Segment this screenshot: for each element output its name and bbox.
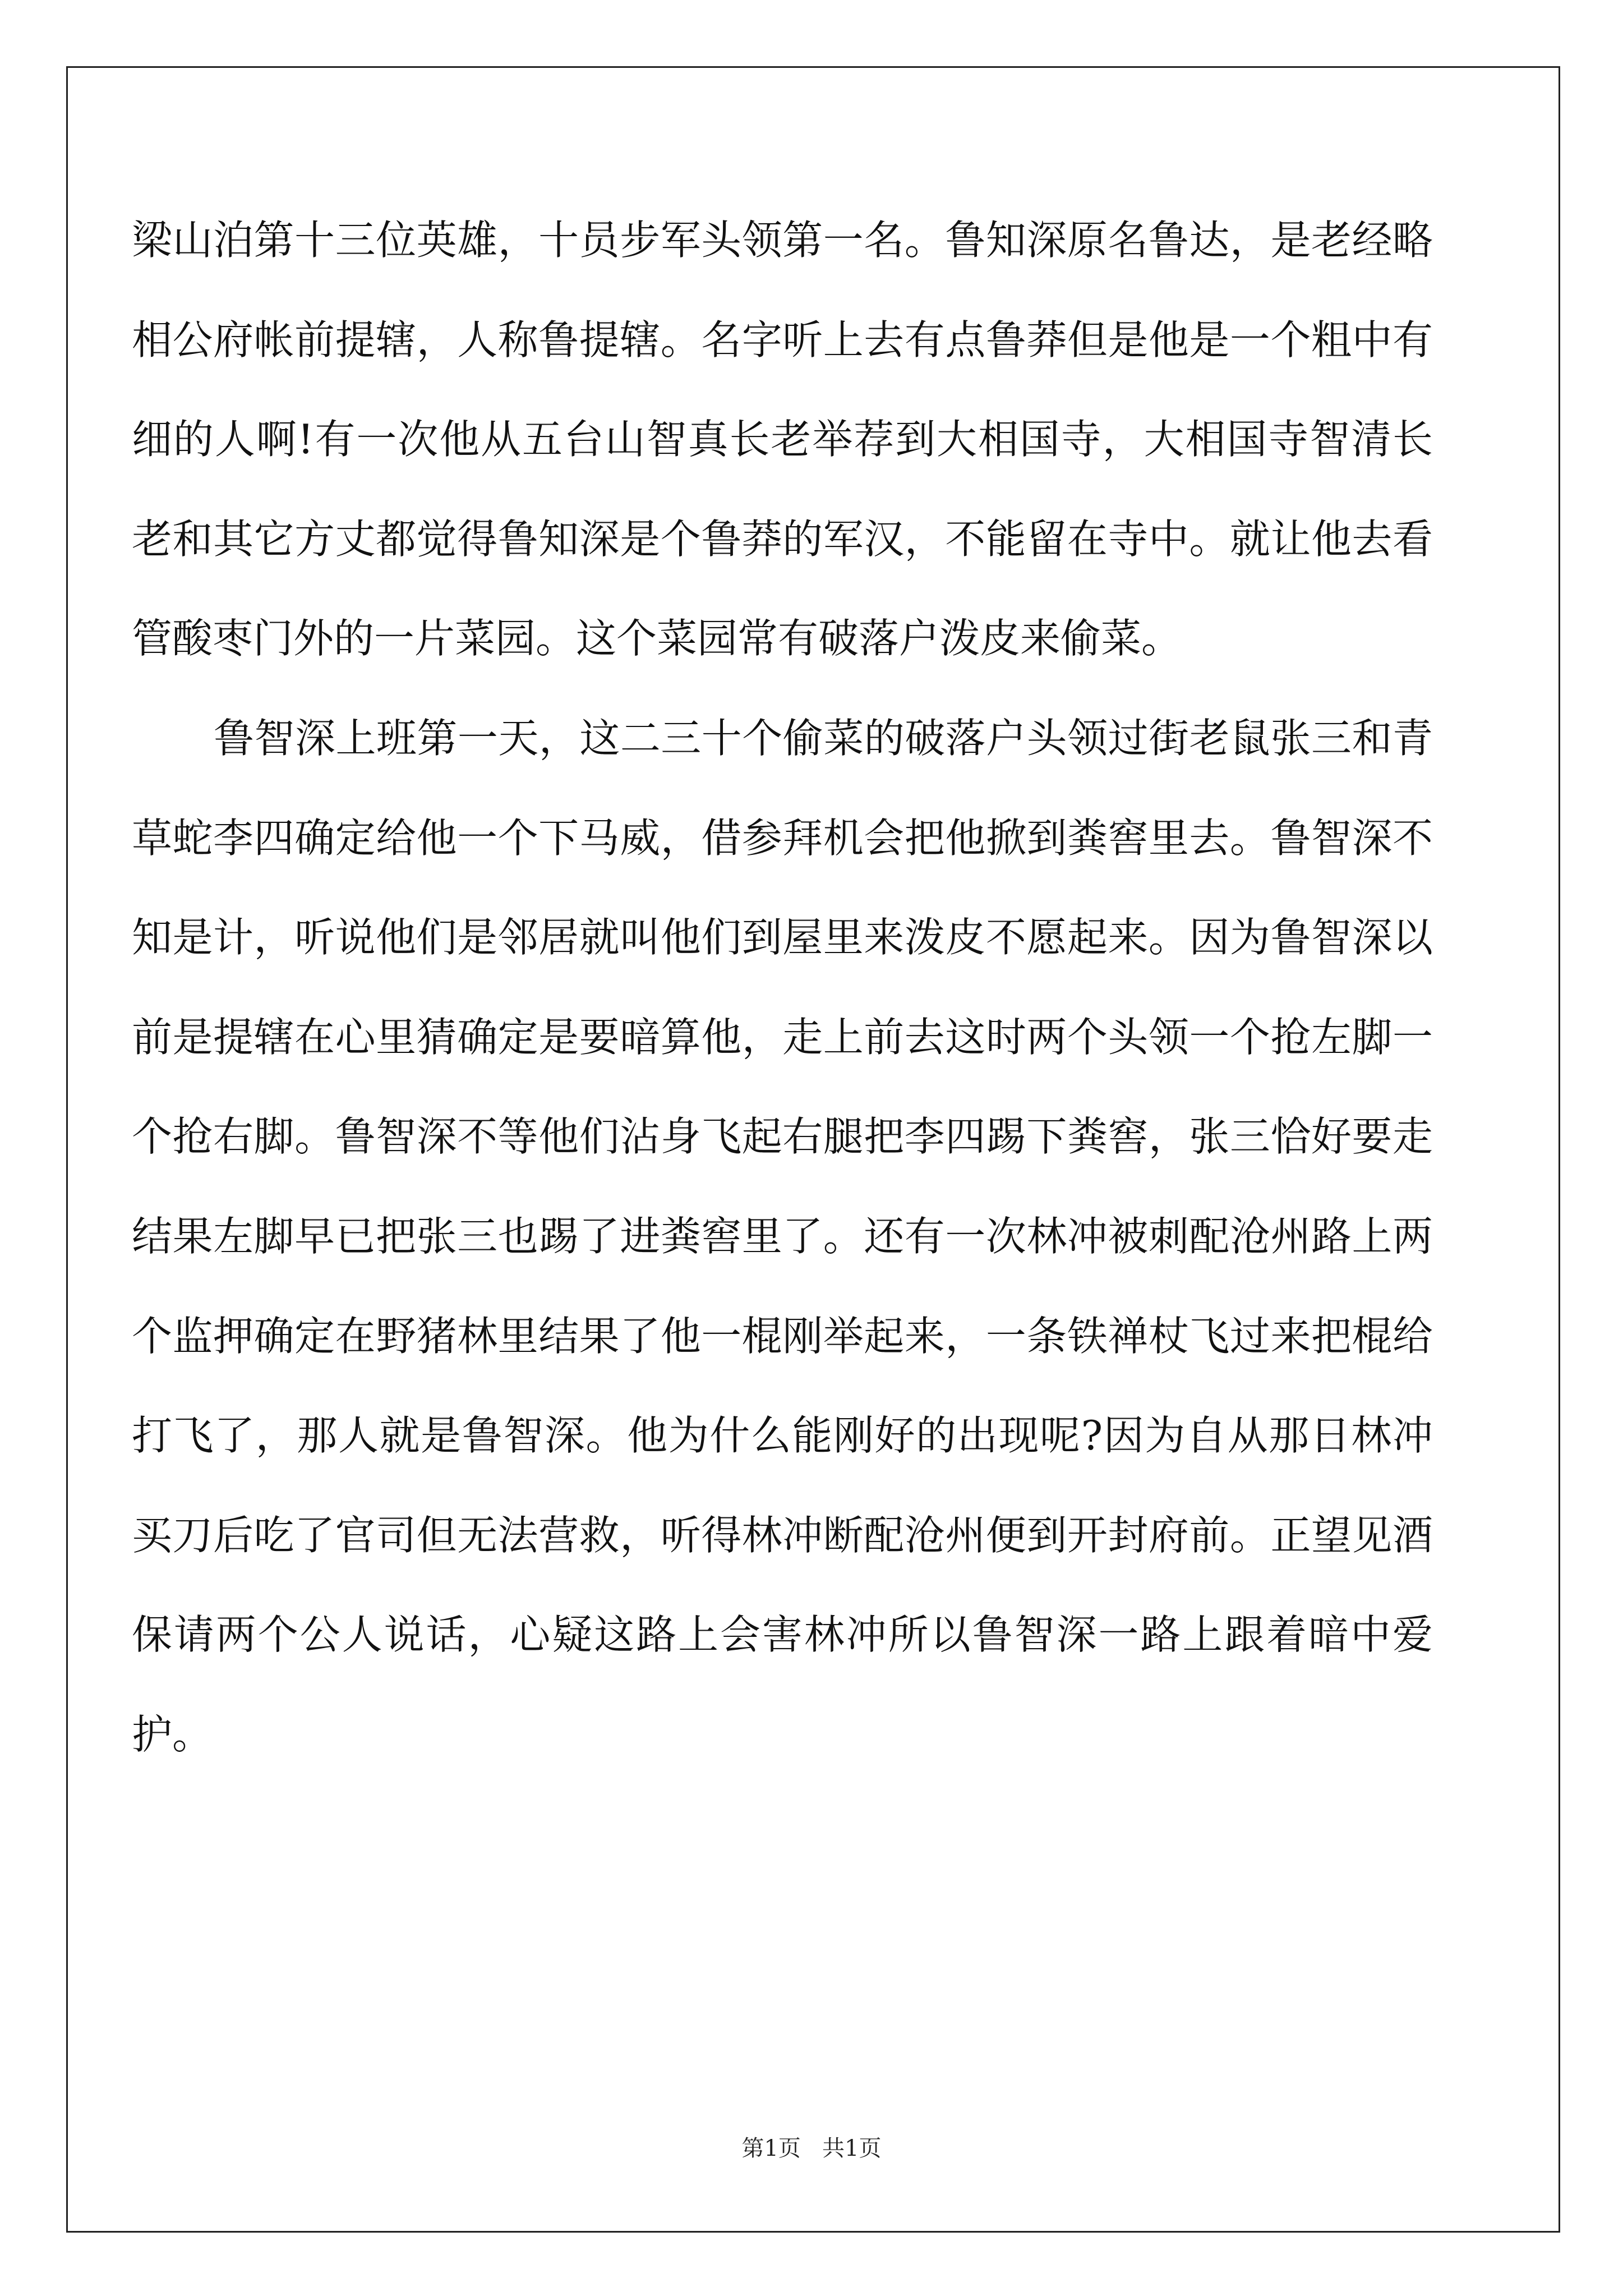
page-footer: 第1页 共1页 <box>741 2136 882 2161</box>
document-body <box>132 191 1433 1785</box>
paragraph-1: 梁山泊第十三位英雄，十员步军头领第一名。鲁知深原名鲁达，是老经略相公府帐前提辖，人称鲁提辖。名字听上去有点鲁莽但是他是一个粗中有细的人啊!有一次他从五台山智真长老举荐到大相国寺，大相国寺智清长老和其它方丈都觉得鲁知深是个鲁莽的军汉，不能留在寺中。就让他去看管酸枣门外的一片菜园。这个菜园常有破落户泼皮来偷菜。 <box>132 217 1433 662</box>
paragraph-2: 鲁智深上班第一天，这二三十个偷菜的破落户头领过街老鼠张三和青草蛇李四确定给他一个下马威，借参拜机会把他掀到粪窖里去。鲁智深不知是计，听说他们是邻居就叫他们到屋里来泼皮不愿起来。因为鲁智深以前是提辖在心里猜确定是要暗算他，走上前去这时两个头领一个抢左脚一个抢右脚。鲁智深不等他们沾身飞起右腿把李四踢下粪窖，张三恰好要走结果左脚早已把张三也踢了进粪窖里了。还有一次林冲被刺配沧州路上两个监押确定在野猪林里结果了他一棍刚举起来，一条铁禅杖飞过来把棍给打飞了，那人就是鲁智深。他为什么能刚好的出现呢?因为自从那日林冲买刀后吃了官司但无法营救，听得林冲断配沧州便到开封府前。正望见酒保请两个公人说话，心疑这路上会害林冲所以鲁智深一路上跟着暗中爱护。 <box>132 714 1433 1758</box>
